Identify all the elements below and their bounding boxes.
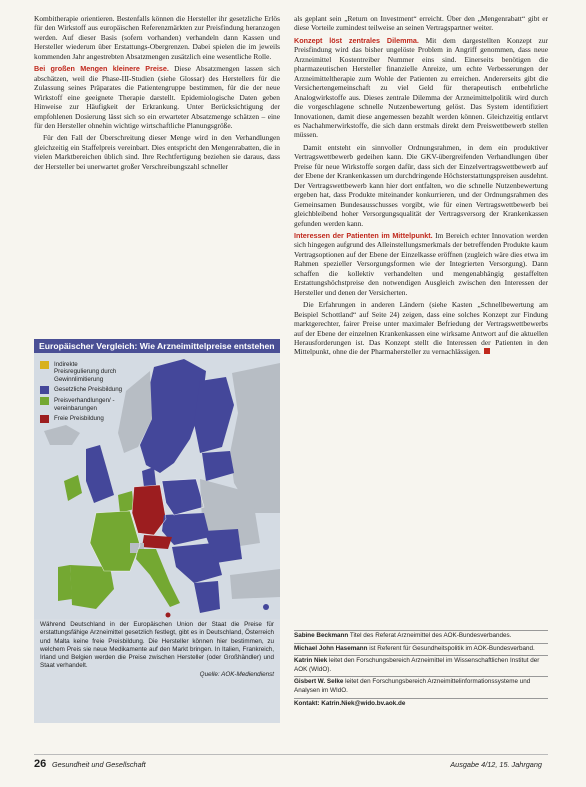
author-name: Gisbert W. Selke (294, 678, 344, 686)
map-legend (40, 361, 124, 426)
map-portugal (58, 565, 72, 601)
section-name: Gesundheit und Gesellschaft (52, 760, 146, 769)
contact-email[interactable]: Katrin.Niek@wido.bv.aok.de (321, 699, 406, 707)
left-column (34, 14, 280, 174)
paragraph (294, 231, 548, 297)
map-title: Europäischer Vergleich: Wie Arzneimittelpreise entstehen (34, 339, 280, 353)
legend-label: Gesetzliche Preisbildung (54, 386, 123, 394)
right-column (294, 14, 548, 360)
author-bio: leitet den Forschungsbereich Arzneimittelinformationssysteme und Analysen im WIdO. (294, 678, 531, 694)
contact-label: Kontakt: (294, 699, 320, 707)
paragraph: Kombitherapie orientieren. Bestenfalls können die Hersteller ihr gesetzliche Erlös für den Wirkstoff aus europäischen Referenzmärkten zur Preisfindung heranzogen werden. Auf dieser Basis (sofern vorhanden) verhandeln dann Kassen und Hersteller wiederum über Erstattungs-Obergrenzen. Dabei spielen die im jeweils kommenden Jahr angestrebten Absatzmengen zusätzlich eine wesentliche Rolle. (34, 14, 280, 61)
legend-item (40, 397, 124, 412)
map-austria (142, 535, 172, 549)
author-entry (294, 676, 548, 697)
author-bio: leitet den Forschungsbereich Arzneimittel im Wissenschaftlichen Institut der AOK (WIdO). (294, 657, 540, 673)
map-cyprus (263, 604, 269, 610)
legend-swatch-red (40, 415, 49, 423)
author-entry (294, 655, 548, 676)
paragraph: als geplant sein „Return on Investment“ erreicht. Über den „Mengenrabatt“ gibt er diese Vorteile zumindest teilweise an seinen Vertragspartner weiter. (294, 14, 548, 33)
author-name: Katrin Niek (294, 657, 328, 665)
paragraph-text: Mit dem dargestellten Konzept zur Preisfindung wird das bisher ungelöste Problem in Angriff genommen, dass neue Arzneimittel Kostentreiber Nummer eins sind. Einerseits benötigen die pharmazeutischen Hersteller finanzielle Anreize, um echte Verbesserungen der Arzneimitteltherapie zum Wohle der Patienten zu erreichen. Andererseits gibt die Versichertengemeinschaft zu viel Geld für therapeutisch entbehrliche Analogwirkstoffe aus. Dieses zentrale Dilemma der Arzneimittelpolitik wird durch die vorgeschlagene schnelle Nutzenbewertung gelöst. Das System identifiziert Innovationen, damit diese angemessen bezahlt werden können. Gleichzeitig entlarvt es Nachahmerwirkstoffe, die sich dann erstmals direkt dem Preiswettbewerb stellen müssen. (294, 35, 548, 140)
paragraph-text: Im Bereich echter Innovation werden sich hingegen aufgrund des Alleinstellungsmerkmals der betreffenden Produkte kaum Vertragsoptionen auf der Ebene der Einzelkasse eröffnen (zugleich wäre dies etwa im Rahmen spezieller Versorgungsformen wie der Integrierten Versorgung). Dann schaffen die kollektiv verhandelten und mengenabhängig gestaffelten Erstattungshöchstpreise den notwendigen Ausgleich zwischen den Interessen der Hersteller und denen der Versicherten. (294, 230, 548, 297)
subheading: Konzept löst zentrales Dilemma. (294, 35, 419, 45)
legend-item (40, 386, 124, 394)
author-name: Michael John Hasemann (294, 644, 368, 652)
page-footer (34, 754, 548, 771)
caption-text: Während Deutschland in der Europäischen Union der Staat die Preise für erstattungsfähige Arzneimittel gesetzlich festlegt, gibt es in Deutschland, Österreich und Malta keine freie Preisbildung. Die Hersteller können hier bestimmen, zu welchem Preis sie neue Medikamente auf den Markt bringen. In Italien, Frankreich, Irland und Belgien werden die Preise zwischen Hersteller (oder Großhändler) und Staat verhandelt. (40, 621, 274, 670)
author-bio: Titel des Referat Arzneimittel des AOK-Bundesverbandes. (349, 632, 512, 639)
map-caption (40, 621, 274, 679)
paragraph (294, 36, 548, 140)
legend-label: Freie Preisbildung (54, 415, 104, 423)
legend-item (40, 361, 124, 383)
subheading: Bei großen Mengen kleinere Preise. (34, 64, 169, 74)
legend-label: Indirekte Preisregulierung durch Gewinnlimitierung (54, 361, 117, 383)
map-source: Quelle: AOK-Mediendienst (199, 670, 274, 678)
end-mark-icon (484, 348, 490, 354)
europe-map-figure (34, 339, 280, 723)
paragraph (34, 64, 280, 130)
paragraph-text: Die Erfahrungen in anderen Ländern (siehe Kasten „Schnellbewertung am Beispiel Schottland“ auf Seite 24) zeigen, dass eine solches Konzept zur Findung marktgerechter, fairer Preise unter maximaler Befriedung der Vertragswettbewerbs auf der Ebene der einzelnen Krankenkassen eine wirksame Antwort auf die aktuellen Herausforderungen ist. Das Konzept stellt die Interessen der Patienten in den Mittelpunkt, ohne die der Pharmahersteller zu vernachlässigen. (294, 300, 548, 357)
legend-item (40, 415, 124, 423)
author-info-box (294, 630, 548, 710)
page-number: 26 (34, 758, 47, 770)
issue-info: Ausgabe 4/12, 15. Jahrgang (450, 760, 542, 769)
contact-entry (294, 698, 548, 711)
paragraph: Damit entsteht ein sinnvoller Ordnungsrahmen, in dem ein produktiver Vertragswettbewerb gedeihen kann. Die GKV-übergreifenden Verhandlungen über Preise für neue Wirkstoffe sorgen dafür, dass sich der Einzelvertragswettbewerb auf der Ebene der Krankenkassen um durchdringende Höchsterstattungspreisen ausdehnt. Der Vertragswettbewerb kann hier dort entfalten, wo die schnelle Nutzenbewertung ergeben hat, dass Produkte miteinander konkurrieren, und der Ordnungsrahmen des Gemeinsamen Bundesausschusses vorgibt, wie für einen Vertragswettbewerb bei gleichbleibend hoher Versorgungsqualität der Vertragsversorg der Krankenkassen gefunden werden kann. (294, 142, 548, 228)
paragraph (294, 300, 548, 357)
legend-swatch-green (40, 397, 49, 405)
subheading: Interessen der Patienten im Mittelpunkt. (294, 230, 433, 240)
map-malta (166, 613, 171, 618)
author-entry (294, 630, 548, 643)
paragraph-text: Diese Absatzmengen lassen sich abschätzen, weil die Phase-III-Studien (siehe Glossar) des Herstellers für die Zulassung seines Präparates die Patientengruppe bestimmen, für die der neue Wirkstoff eine geeignete Therapie darstellt. Epidemiologische Daten geben Hinweise zur Häufigkeit der Erkrankung. Unter Berücksichtigung der empfohlenen Dosierung lässt sich so ein erwarteter Absatzmenge schätzen – eine für den Hersteller ohnehin wichtige wirtschaftliche Planungsgröße. (34, 64, 280, 130)
legend-swatch-gold (40, 361, 49, 369)
legend-label: Preisverhandlungen/ -vereinbarungen (54, 397, 115, 412)
author-name: Sabine Beckmann (294, 632, 349, 639)
legend-swatch-blue (40, 386, 49, 394)
paragraph: Für den Fall der Überschreitung dieser Menge wird in den Verhandlungen gleichzeitig ein Staffelpreis vereinbart. Dies entspricht den Mengenrabatten, die in vielen Marktbereichen üblich sind. Ihre Rechtfertigung beziehen sie daraus, dass der Hersteller bei unerwartet großer Verschreibungszahl schneller (34, 133, 280, 171)
author-entry (294, 643, 548, 656)
author-bio: ist Referent für Gesundheitspolitik im AOK-Bundesverband. (369, 644, 535, 652)
